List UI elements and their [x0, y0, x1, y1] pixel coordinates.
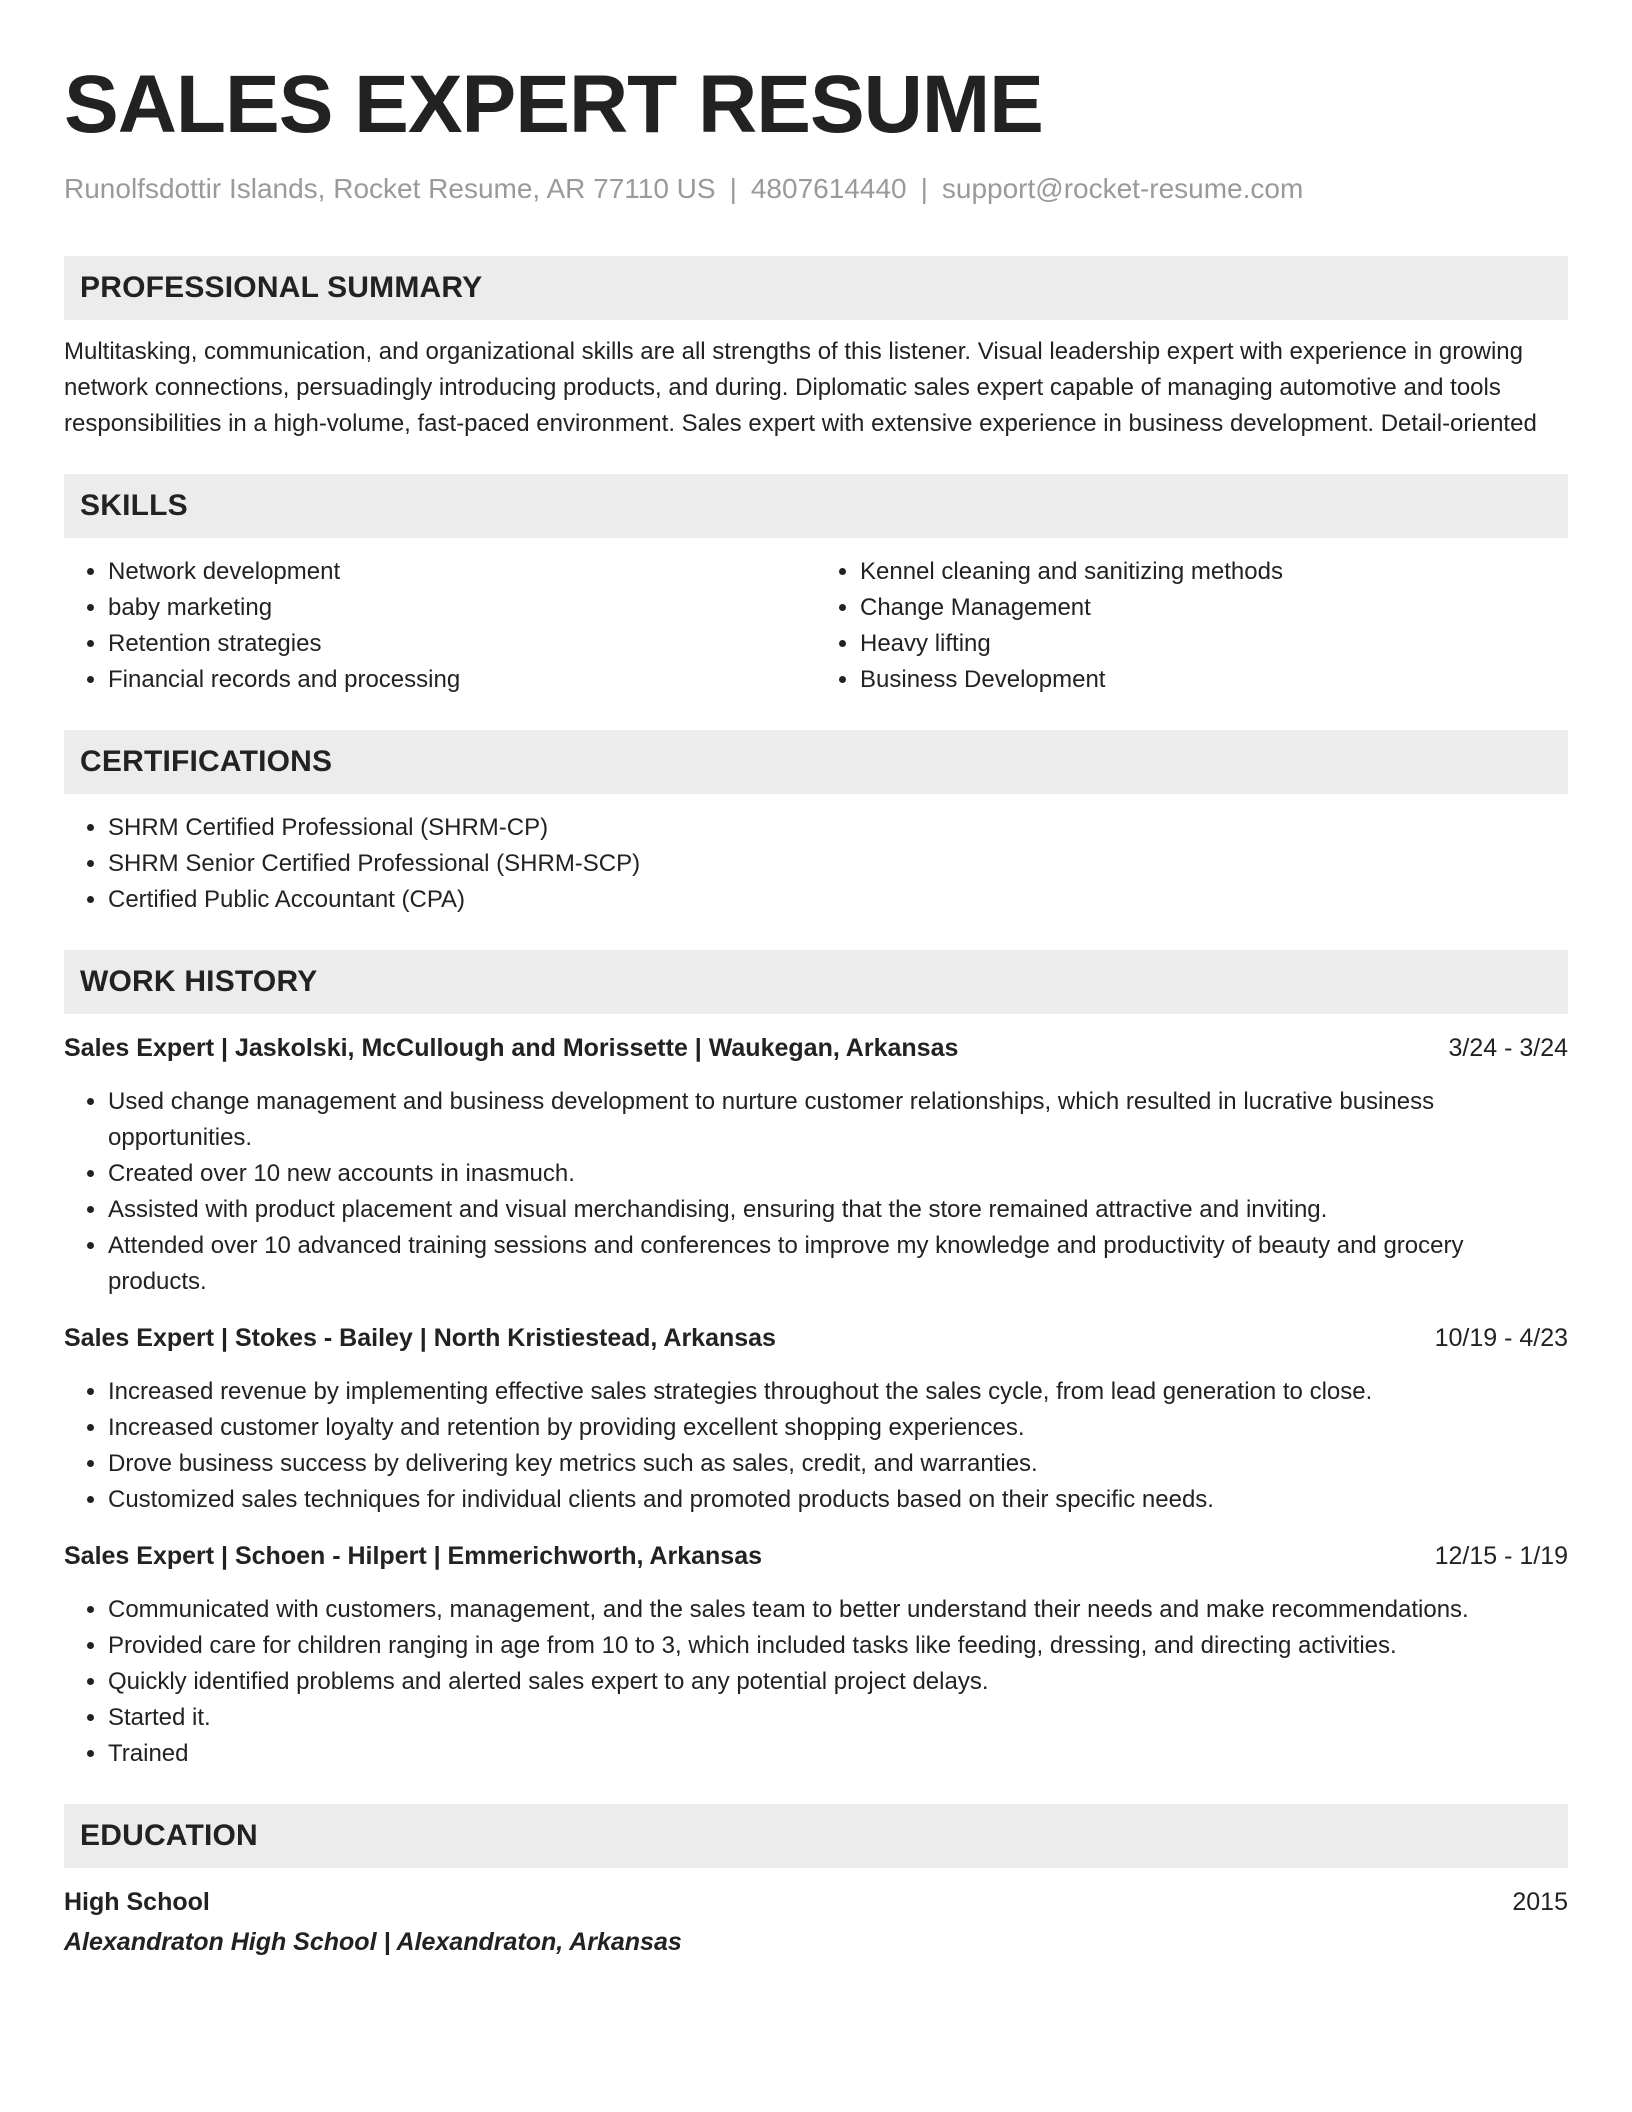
summary-text: Multitasking, communication, and organizational skills are all strengths of this listener. Visual leadership expert with experience in growing network connections, persuadingly introducing products, and during. Diplomatic sales expert capable of managing automotive and tools responsibilities in a high-volume, fast-paced environment. Sales expert with extensive experience in business development. Detail-oriented	[64, 337, 1537, 437]
skills-columns	[64, 554, 1568, 698]
skills-list-right	[816, 554, 1568, 698]
job-bullet: • Drove business success by delivering key metrics such as sales, credit, and warranties.	[108, 1446, 1568, 1482]
job-bullet: • Trained	[108, 1736, 1568, 1772]
job-title: Sales Expert | Stokes - Bailey | North Kristiestead, Arkansas	[64, 1323, 776, 1352]
contact-separator: |	[920, 173, 928, 204]
contact-phone: 4807614440	[750, 173, 907, 204]
certification-item: • Certified Public Accountant (CPA)	[108, 882, 1568, 918]
contact-email: support@rocket-resume.com	[941, 173, 1304, 204]
section-heading-skills: SKILLS	[64, 474, 1568, 538]
section-heading-summary: PROFESSIONAL SUMMARY	[64, 256, 1568, 320]
job-bullet-list	[64, 1084, 1568, 1300]
job-bullet: • Provided care for children ranging in age from 10 to 3, which included tasks like feeding, dressing, and directing activities.	[108, 1628, 1568, 1664]
job-bullet: • Attended over 10 advanced training sessions and conferences to improve my knowledge and productivity of beauty and grocery products.	[108, 1228, 1568, 1300]
job-title: Sales Expert | Jaskolski, McCullough and Morissette | Waukegan, Arkansas	[64, 1033, 959, 1062]
section-heading-work-history: WORK HISTORY	[64, 950, 1568, 1014]
skills-list-left	[64, 554, 816, 698]
certification-item: • SHRM Senior Certified Professional (SHRM-SCP)	[108, 846, 1568, 882]
certification-item: • SHRM Certified Professional (SHRM-CP)	[108, 810, 1568, 846]
skill-item: • Business Development	[860, 662, 1568, 698]
education-year: 2015	[1512, 1887, 1568, 1916]
job-header	[64, 1320, 1568, 1356]
skill-item: • Network development	[108, 554, 816, 590]
job-dates: 12/15 - 1/19	[1434, 1541, 1568, 1570]
job-header	[64, 1538, 1568, 1574]
job-title: Sales Expert | Schoen - Hilpert | Emmerichworth, Arkansas	[64, 1541, 763, 1570]
job-bullet: • Increased customer loyalty and retention by providing excellent shopping experiences.	[108, 1410, 1568, 1446]
skill-item: • Financial records and processing	[108, 662, 816, 698]
job-bullet: • Customized sales techniques for individual clients and promoted products based on their specific needs.	[108, 1482, 1568, 1518]
skill-item: • baby marketing	[108, 590, 816, 626]
education-school: Alexandraton High School | Alexandraton, Arkansas	[64, 1927, 682, 1956]
resume-title: SALES EXPERT RESUME	[64, 59, 1043, 150]
skill-item: • Heavy lifting	[860, 626, 1568, 662]
job-bullet: • Quickly identified problems and alerted sales expert to any potential project delays.	[108, 1664, 1568, 1700]
job-bullet: • Assisted with product placement and visual merchandising, ensuring that the store remained attractive and inviting.	[108, 1192, 1568, 1228]
job-bullet: • Communicated with customers, management, and the sales team to better understand their needs and make recommendations.	[108, 1592, 1568, 1628]
job-bullet: • Started it.	[108, 1700, 1568, 1736]
job-dates: 10/19 - 4/23	[1434, 1323, 1568, 1352]
section-heading-education: EDUCATION	[64, 1804, 1568, 1868]
job-dates: 3/24 - 3/24	[1448, 1033, 1568, 1062]
skill-item: • Retention strategies	[108, 626, 816, 662]
education-header	[64, 1884, 1568, 1920]
job-bullet-list	[64, 1374, 1568, 1518]
section-heading-certifications: CERTIFICATIONS	[64, 730, 1568, 794]
contact-separator: |	[729, 173, 737, 204]
contact-address: Runolfsdottir Islands, Rocket Resume, AR 77110 US	[64, 173, 716, 204]
job-bullet: • Used change management and business development to nurture customer relationships, which resulted in lucrative business opportunities.	[108, 1084, 1568, 1156]
skill-item: • Kennel cleaning and sanitizing methods	[860, 554, 1568, 590]
job-bullet: • Created over 10 new accounts in inasmuch.	[108, 1156, 1568, 1192]
certifications-list	[64, 810, 1568, 918]
contact-line	[64, 172, 1568, 206]
job-bullet-list	[64, 1592, 1568, 1772]
education-degree: High School	[64, 1887, 210, 1916]
skill-item: • Change Management	[860, 590, 1568, 626]
job-header	[64, 1030, 1568, 1066]
job-bullet: • Increased revenue by implementing effective sales strategies throughout the sales cycle, from lead generation to close.	[108, 1374, 1568, 1410]
